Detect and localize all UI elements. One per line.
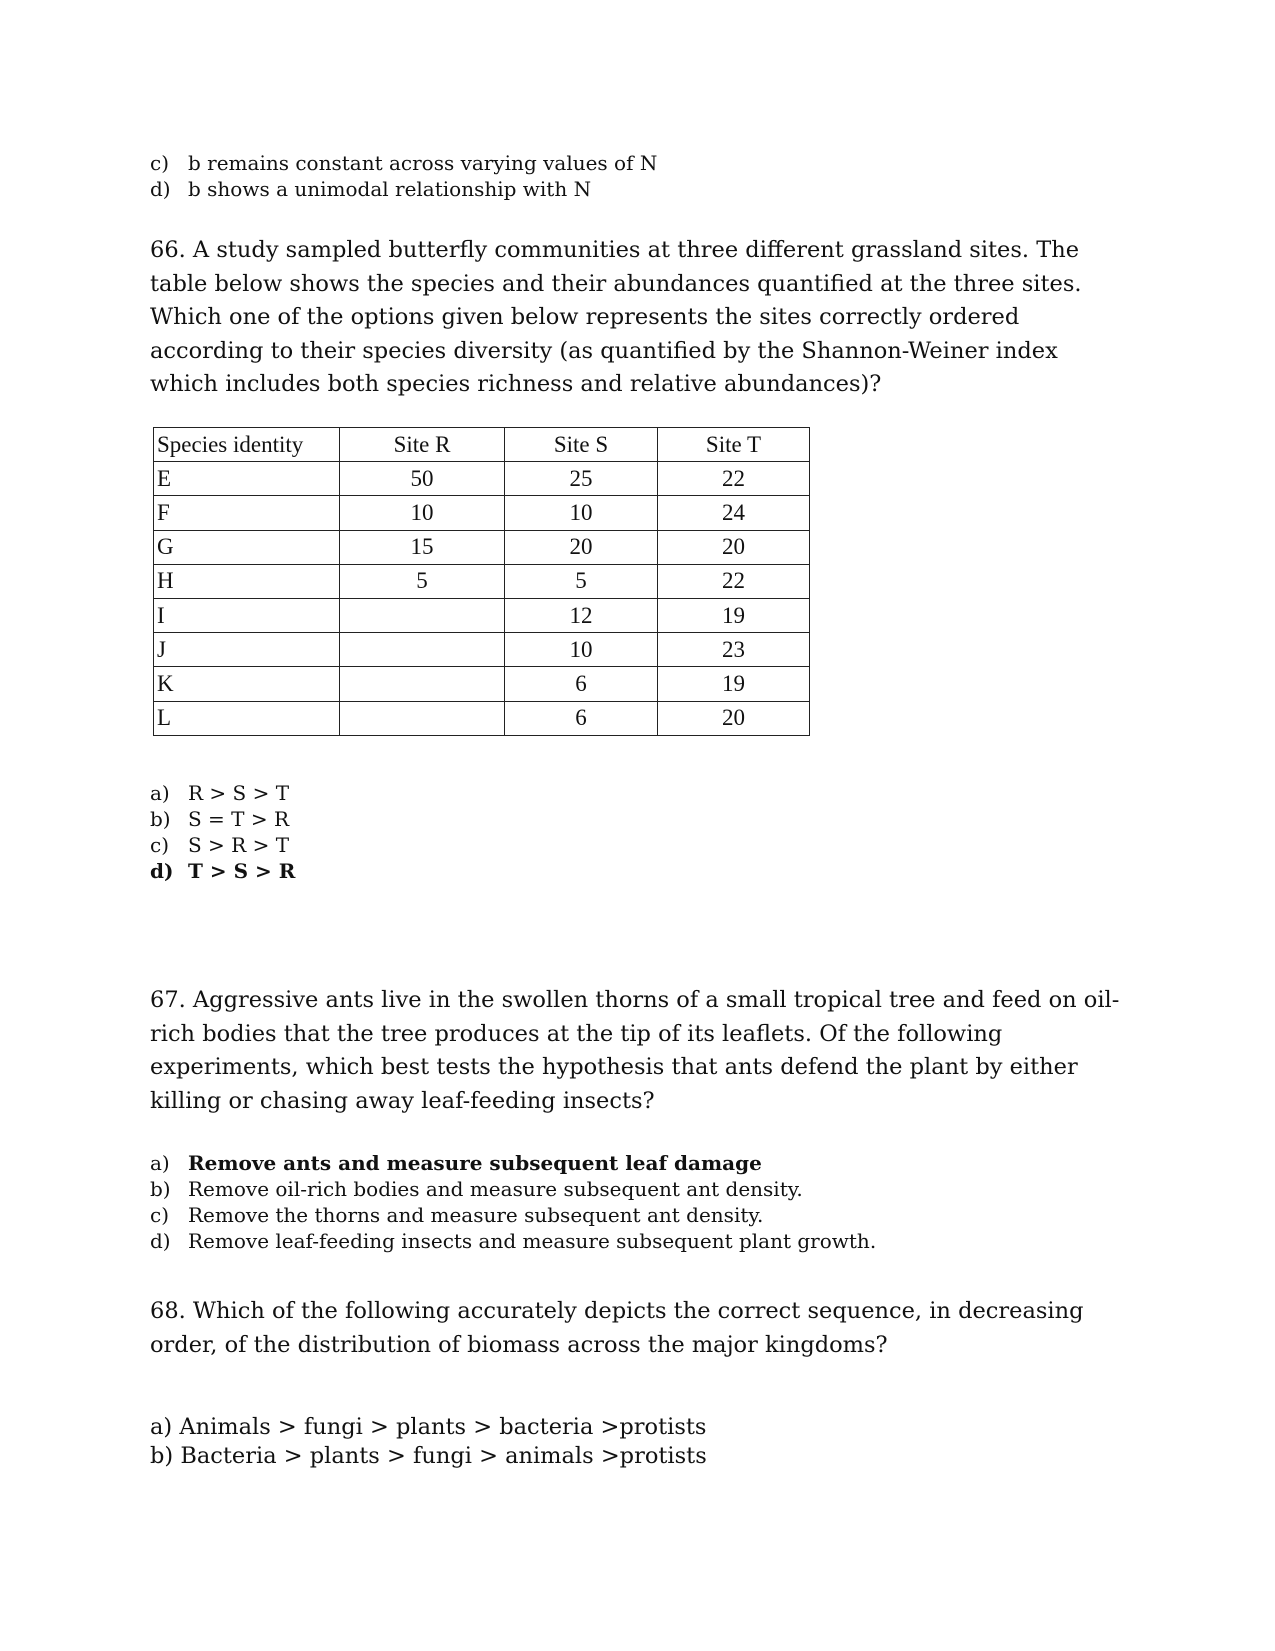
option-text: b remains constant across varying values of N <box>188 151 658 175</box>
table-row <box>154 496 810 530</box>
table-row <box>154 701 810 735</box>
q66-option-b <box>150 806 289 832</box>
q67-option-a-answer <box>150 1150 762 1176</box>
table-cell <box>340 633 505 667</box>
table-cell: J <box>154 633 340 667</box>
table-cell: 25 <box>505 462 658 496</box>
q67-option-d <box>150 1228 876 1254</box>
header-site-r: Site R <box>340 428 505 462</box>
table-cell <box>340 598 505 632</box>
table-cell: 5 <box>340 564 505 598</box>
table-cell: 24 <box>658 496 810 530</box>
table-row <box>154 530 810 564</box>
table-cell: 20 <box>505 530 658 564</box>
table-cell: 23 <box>658 633 810 667</box>
option-text: T > S > R <box>188 859 296 883</box>
option-letter: b) <box>150 1177 171 1201</box>
option-letter: a) <box>150 1151 170 1175</box>
species-abundance-table <box>153 427 810 736</box>
option-text: Remove oil-rich bodies and measure subsequent ant density. <box>188 1177 803 1201</box>
table-cell: H <box>154 564 340 598</box>
table-cell: I <box>154 598 340 632</box>
table-row <box>154 564 810 598</box>
q66-option-c <box>150 832 289 858</box>
option-text: S > R > T <box>188 833 290 857</box>
option-letter: c) <box>150 1203 170 1227</box>
table-cell <box>340 667 505 701</box>
table-cell: 22 <box>658 564 810 598</box>
table-cell: 10 <box>505 633 658 667</box>
table-cell: 6 <box>505 701 658 735</box>
option-text: R > S > T <box>188 781 290 805</box>
table-cell: 19 <box>658 598 810 632</box>
question-67-text: 67. Aggressive ants live in the swollen thorns of a small tropical tree and feed on oil-rich bodies that the tree produces at the tip of its leaflets. Of the following experiments, which best tests the hypothesis that ants defend the plant by either killing or chasing away leaf-feeding insects? <box>150 987 1120 1114</box>
option-text: Remove leaf-feeding insects and measure subsequent plant growth. <box>188 1229 877 1253</box>
table-cell: 20 <box>658 701 810 735</box>
option-text: b shows a unimodal relationship with N <box>188 177 592 201</box>
q68-option-a: a) Animals > fungi > plants > bacteria >protists <box>150 1414 707 1440</box>
header-species: Species identity <box>154 428 340 462</box>
table-cell: E <box>154 462 340 496</box>
option-letter: d) <box>150 177 171 201</box>
q67-option-b <box>150 1176 803 1202</box>
q68-option-b: b) Bacteria > plants > fungi > animals >protists <box>150 1443 707 1469</box>
table-cell <box>340 701 505 735</box>
option-letter: d) <box>150 1229 171 1253</box>
header-site-s: Site S <box>505 428 658 462</box>
q66-option-d-answer <box>150 858 295 884</box>
table-cell: 50 <box>340 462 505 496</box>
table-cell: K <box>154 667 340 701</box>
table-cell: 5 <box>505 564 658 598</box>
table-cell: 12 <box>505 598 658 632</box>
option-letter: c) <box>150 833 170 857</box>
table-row <box>154 598 810 632</box>
q67-option-c <box>150 1202 763 1228</box>
option-text: Remove ants and measure subsequent leaf damage <box>188 1151 762 1175</box>
option-letter: c) <box>150 151 170 175</box>
table-row <box>154 667 810 701</box>
option-text: S = T > R <box>188 807 290 831</box>
table-cell: 10 <box>340 496 505 530</box>
table-row <box>154 462 810 496</box>
header-site-t: Site T <box>658 428 810 462</box>
table-row <box>154 633 810 667</box>
table-cell: F <box>154 496 340 530</box>
table-cell: G <box>154 530 340 564</box>
question-68-text: 68. Which of the following accurately depicts the correct sequence, in decreasing order, of the distribution of biomass across the major kingdoms? <box>150 1298 1084 1358</box>
table-cell: 6 <box>505 667 658 701</box>
prev-option-d <box>150 176 591 202</box>
table-cell: 22 <box>658 462 810 496</box>
table-header-row <box>154 428 810 462</box>
q66-option-a <box>150 780 289 806</box>
table-cell: L <box>154 701 340 735</box>
table-cell: 20 <box>658 530 810 564</box>
prev-option-c <box>150 150 657 176</box>
question-66-text: 66. A study sampled butterfly communities at three different grassland sites. The table below shows the species and their abundances quantified at the three sites. Which one of the options given below represents the sites correctly ordered according to their species diversity (as quantified by the Shannon-Weiner index which includes both species richness and relative abundances)? <box>150 237 1082 397</box>
table-cell: 15 <box>340 530 505 564</box>
table-cell: 10 <box>505 496 658 530</box>
option-letter: d) <box>150 859 174 883</box>
option-letter: a) <box>150 781 170 805</box>
table-cell: 19 <box>658 667 810 701</box>
option-letter: b) <box>150 807 171 831</box>
option-text: Remove the thorns and measure subsequent ant density. <box>188 1203 764 1227</box>
